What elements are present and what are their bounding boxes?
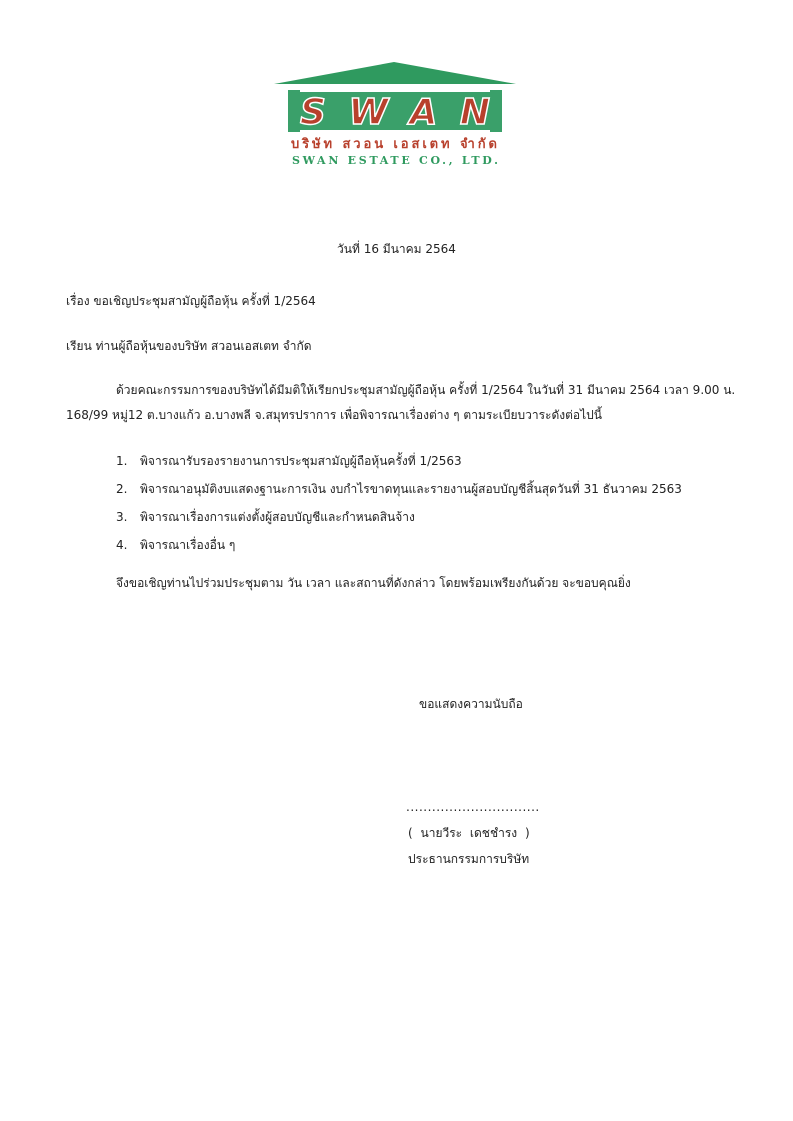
letter-recipient: เรียน ท่านผู้ถือหุ้นของบริษัท สวอนเอสเตท จำกัด [66,339,312,353]
agenda-item-number: 4. [116,538,128,552]
agenda-item-number: 3. [116,510,128,524]
agenda-item [116,481,682,509]
signer-name: ( นายวีระ เดชชำรง ) [408,826,530,840]
agenda-item-text: พิจารณาเรื่องการแต่งตั้งผู้สอบบัญชีและกำหนดสินจ้าง [140,510,415,524]
agenda-item [116,453,682,481]
signature-line: ............................... [406,800,540,814]
agenda-item-text: พิจารณาอนุมัติงบแสดงฐานะการเงิน งบกำไรขาดทุนและรายงานผู้สอบบัญชีสิ้นสุดวันที่ 31 ธันวาคม 2563 [140,482,682,496]
company-name-en: SWAN ESTATE CO., LTD. [292,154,498,167]
agenda-item-number: 1. [116,454,128,468]
logo-roof [274,62,516,84]
body-paragraph-line-2: 168/99 หมู่12 ต.บางแก้ว อ.บางพลี จ.สมุทรปราการ เพื่อพิจารณาเรื่องต่าง ๆ ตามระเบียบวาระดังต่อไปนี้ [66,408,602,422]
letter-date: วันที่ 16 มีนาคม 2564 [337,242,456,256]
signer-position: ประธานกรรมการบริษัท [408,852,530,866]
body-paragraph-line-1: ด้วยคณะกรรมการของบริษัทได้มีมติให้เรียกประชุมสามัญผู้ถือหุ้น ครั้งที่ 1/2564 ในวันที่ 31 มีนาคม 2564 เวลา 9.00 น. [116,383,736,397]
agenda-item-text: พิจารณาเรื่องอื่น ๆ [140,538,236,552]
agenda-item [116,537,682,565]
invitation-text: จึงขอเชิญท่านไปร่วมประชุมตาม วัน เวลา และสถานที่ดังกล่าว โดยพร้อมเพรียงกันด้วย จะขอบคุณยิ่ง [116,576,631,590]
company-name-th: บริษัท สวอน เอสเตท จำกัด [291,137,497,152]
agenda-item-text: พิจารณารับรองรายงานการประชุมสามัญผู้ถือหุ้นครั้งที่ 1/2563 [140,454,462,468]
letter-subject: เรื่อง ขอเชิญประชุมสามัญผู้ถือหุ้น ครั้งที่ 1/2564 [66,294,316,308]
agenda-list [116,453,682,565]
agenda-item-number: 2. [116,482,128,496]
company-logo [268,62,520,172]
agenda-item [116,509,682,537]
closing-text: ขอแสดงความนับถือ [419,697,523,711]
logo-wordmark: SWAN [300,92,490,133]
